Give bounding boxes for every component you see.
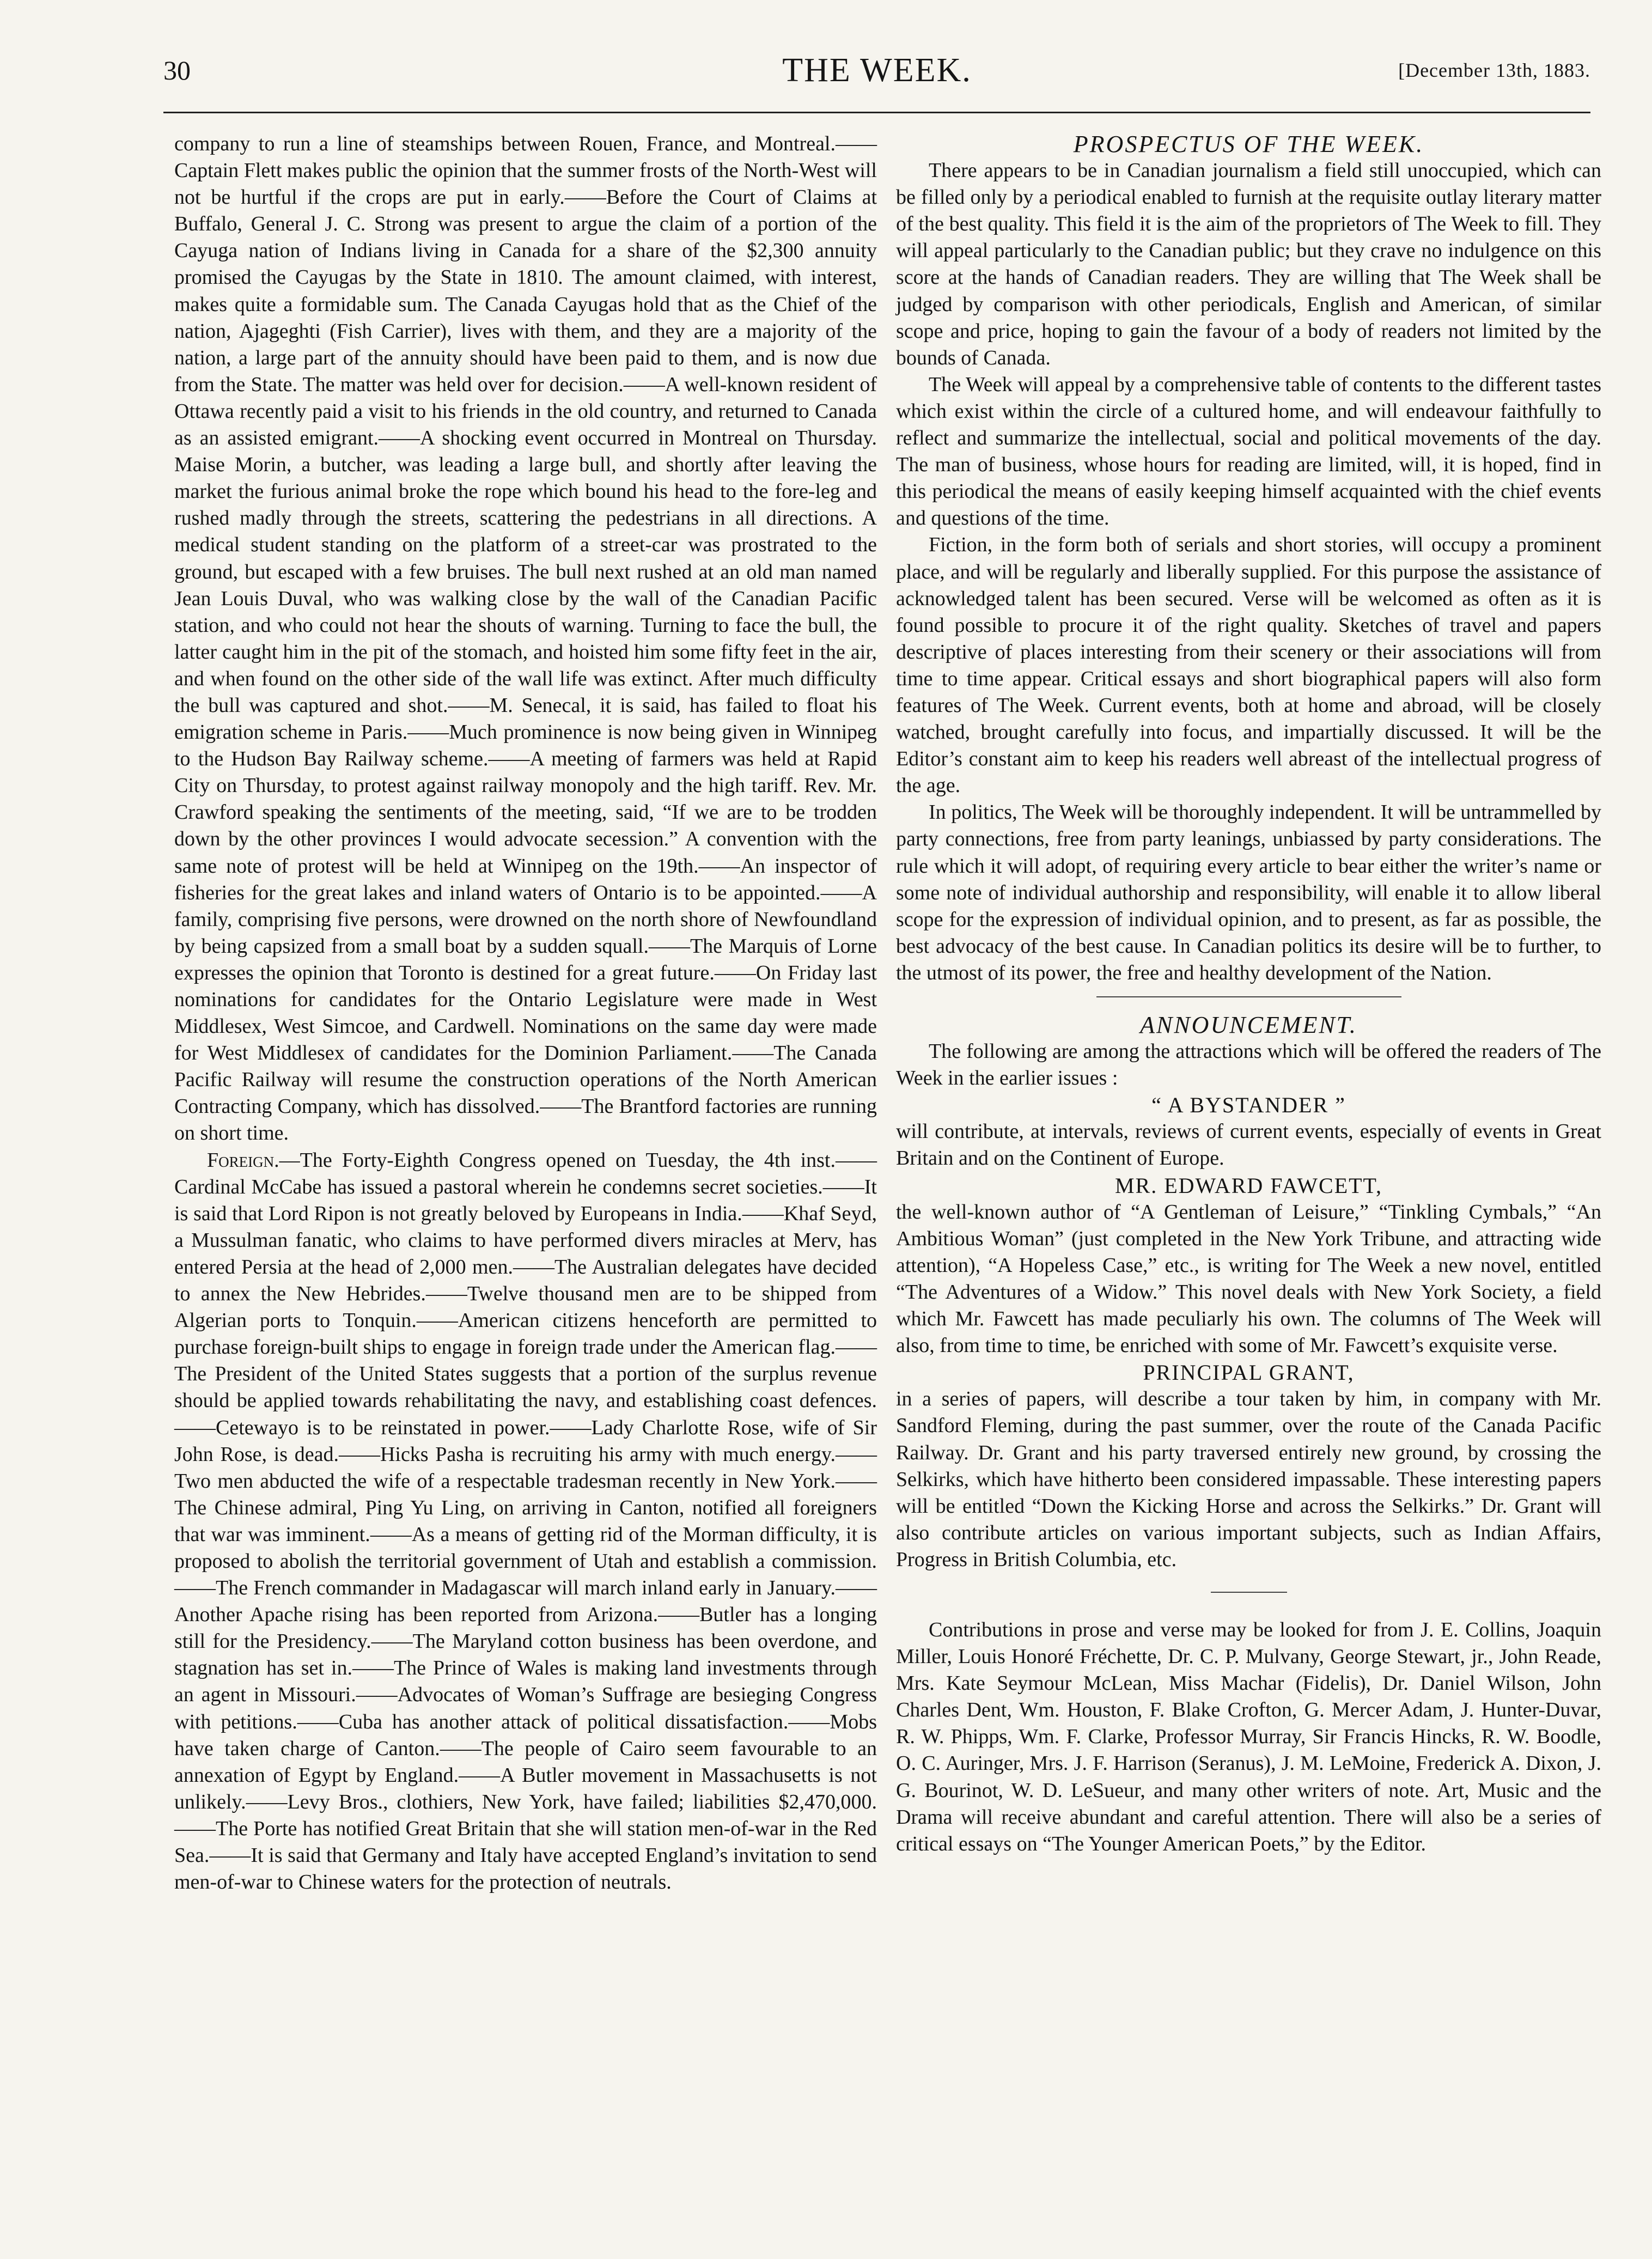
- grant-heading: PRINCIPAL GRANT,: [1143, 1360, 1355, 1385]
- issue-date: [December 13th, 1883.: [1398, 59, 1590, 81]
- foreign-news-paragraph: [174, 1147, 877, 1896]
- announcement-heading: ANNOUNCEMENT.: [1140, 1012, 1357, 1038]
- foreign-label: Foreign.: [207, 1148, 279, 1172]
- prospectus-paragraph-4: In politics, The Week will be thoroughly independent. It will be untrammelled by party connections, free from party leanings, unbiassed by party considerations. The rule which it will adopt, of requiring every article to bear either the writer’s name or some note of individual authorship and responsibility, will enable it to allow liberal scope for the expression of individual opinion, and to present, as far as possible, the best advocacy of the best cause. In Canadian politics its desire will be to further, to the utmost of its power, the free and healthy development of the Nation.: [896, 801, 1601, 984]
- announcement-intro: The following are among the attractions which will be offered the readers of The Week in the earlier issues :: [896, 1040, 1601, 1090]
- right-column: [896, 131, 1601, 1858]
- masthead: [163, 54, 1590, 109]
- fawcett-text: the well-known author of “A Gentleman of Leisure,” “Tinkling Cymbals,” “An Ambitious Woman” (just completed in the New York Tribune, and attracting wide attention), “A Hopeless Case,” etc., is writing for The Week a new novel, entitled “The Adventures of a Widow.” This novel deals with New York Society, a field which Mr. Fawcett has made peculiarly his own. The columns of The Week will also, from time to time, be enriched with some of Mr. Fawcett’s exquisite verse.: [896, 1200, 1601, 1357]
- prospectus-heading: PROSPECTUS OF THE WEEK.: [1073, 131, 1424, 157]
- paper-title: THE WEEK.: [782, 52, 972, 89]
- grant-text: in a series of papers, will describe a tour taken by him, in company with Mr. Sandford Fleming, during the past summer, over the route of the Canada Pacific Railway. Dr. Grant and his party traversed entirely new ground, by crossing the Selkirks, which have hitherto been considered impassable. These interesting papers will be entitled “Down the Kicking Horse and across the Selkirks.” Dr. Grant will also contribute articles on various important subjects, such as Indian Affairs, Progress in British Columbia, etc.: [896, 1387, 1601, 1571]
- bystander-text: will contribute, at intervals, reviews of current events, especially of events in Great Britain and on the Continent of Europe.: [896, 1120, 1601, 1170]
- bystander-heading: “ A BYSTANDER ”: [1151, 1093, 1346, 1118]
- prospectus-paragraph-2: The Week will appeal by a comprehensive table of contents to the different tastes which exist within the circle of a cultured home, and will endeavour faithfully to reflect and summarize the intellectual, social and political movements of the day. The man of business, whose hours for reading are limited, will, it is hoped, find in this periodical the means of easily keeping himself acquainted with the chief events and questions of the time.: [896, 373, 1601, 530]
- short-divider: [1211, 1592, 1287, 1593]
- section-divider: [1096, 996, 1401, 997]
- page-number: 30: [163, 55, 191, 86]
- prospectus-paragraph-1: There appears to be in Canadian journalism a field still unoccupied, which can be filled only by a periodical enabled to furnish at the requisite outlay literary matter of the best quality. This field it is the aim of the proprietors of The Week to fill. They will appeal particularly to the Canadian public; but they crave no indulgence on this score at the hands of Canadian readers. They are willing that The Week shall be judged by comparison with other periodicals, English and American, of similar scope and price, hoping to gain the favour of a body of readers not limited by the bounds of Canada.: [896, 159, 1601, 369]
- prospectus-paragraph-3: Fiction, in the form both of serials and short stories, will occupy a prominent place, and will be regularly and liberally supplied. For this purpose the assistance of acknowledged talent has been secured. Verse will be welcomed as often as it is found possible to procure it of the right quality. Sketches of travel and papers descriptive of places interesting from their scenery or their associations will from time to time appear. Critical essays and short biographical papers will also form features of The Week. Current events, both at home and abroad, will be closely watched, brought carefully into focus, and impartially discussed. It will be the Editor’s constant aim to keep his readers well abreast of the intellectual progress of the age.: [896, 533, 1601, 797]
- left-column: [174, 131, 877, 1896]
- header-rule: [163, 112, 1590, 113]
- foreign-news-text: —The Forty-Eighth Congress opened on Tuesday, the 4th inst.——Cardinal McCabe has issued a pastoral wherein he condemns secret societies.——It is said that Lord Ripon is not greatly beloved by Europeans in India.——Khaf Seyd, a Mussulman fanatic, who claims to have performed divers miracles at Merv, has entered Persia at the head of 2,000 men.——The Australian delegates have decided to annex the New Hebrides.——Twelve thousand men are to be shipped from Algerian ports to Tonquin.——American citizens henceforth are permitted to purchase foreign-built ships to engage in foreign trade under the American flag.——The President of the United States suggests that a portion of the surplus revenue should be applied towards rehabilitating the navy, and establishing coast defences.——Cetewayo is to be reinstated in power.——Lady Charlotte Rose, wife of Sir John Rose, is dead.——Hicks Pasha is recruiting his army with much energy.——Two men abducted the wife of a respectable tradesman recently in New York.——The Chinese admiral, Ping Yu Ling, on arriving in Canton, notified all foreigners that war was imminent.——As a means of getting rid of the Morman difficulty, it is proposed to abolish the territorial government of Utah and establish a commission.——The French commander in Madagascar will march inland early in January.——Another Apache rising has been reported from Arizona.——Butler has a longing still for the Presidency.——The Maryland cotton business has been overdone, and stagnation has set in.——The Prince of Wales is making land investments through an agent in Missouri.——Advocates of Woman’s Suffrage are besieging Congress with petitions.——Cuba has another attack of political dissatisfaction.——Mobs have taken charge of Canton.——The people of Cairo seem favourable to an annexation of Egypt by England.——A Butler movement in Massachusetts is not unlikely.——Levy Bros., clothiers, New York, have failed; liabilities $2,470,000.——The Porte has notified Great Britain that she will station men-of-war in the Red Sea.——It is said that Germany and Italy have accepted England’s invitation to send men-of-war to Chinese waters for the protection of neutrals.: [174, 1148, 877, 1894]
- domestic-news-paragraph: company to run a line of steamships between Rouen, France, and Montreal.——Captain Flett makes public the opinion that the summer frosts of the North-West will not be hurtful if the crops are put in early.——Before the Court of Claims at Buffalo, General J. C. Strong was present to argue the claim of a portion of the Cayuga nation of Indians living in Canada for a share of the $2,300 annuity promised the Cayugas by the State in 1810. The amount claimed, with interest, makes quite a formidable sum. The Canada Cayugas hold that as the Chief of the nation, Ajageghti (Fish Carrier), lives with them, and they are a majority of the nation, a large part of the annuity should have been paid to them, and is now due from the State. The matter was held over for decision.——A well-known resident of Ottawa recently paid a visit to his friends in the old country, and returned to Canada as an assisted emigrant.——A shocking event occurred in Montreal on Thursday. Maise Morin, a butcher, was leading a large bull, and shortly after leaving the market the furious animal broke the rope which bound his head to the fore-leg and rushed madly through the streets, scattering the pedestrians in all directions. A medical student standing on the platform of a street-car was prostrated to the ground, but escaped with a few bruises. The bull next rushed at an old man named Jean Louis Duval, who was walking close by the wall of the Canadian Pacific station, and who could not hear the shouts of warning. Turning to face the bull, the latter caught him in the pit of the stomach, and hoisted him some fifty feet in the air, and when found on the other side of the wall life was extinct. After much difficulty the bull was captured and shot.——M. Senecal, it is said, has failed to float his emigration scheme in Paris.——Much prominence is now being given in Winnipeg to the Hudson Bay Railway scheme.——A meeting of farmers was held at Rapid City on Thursday, to protest against railway monopoly and the high tariff. Rev. Mr. Crawford speaking the sentiments of the meeting, said, “If we are to be trodden down by the other provinces I would advocate secession.” A convention with the same note of protest will be held at Winnipeg on the 19th.——An inspector of fisheries for the great lakes and inland waters of Ontario is to be appointed.——A family, comprising five persons, were drowned on the north shore of Newfoundland by being capsized from a small boat by a sudden squall.——The Marquis of Lorne expresses the opinion that Toronto is destined for a great future.——On Friday last nominations for candidates for the Ontario Legislature were made in West Middlesex, West Simcoe, and Cardwell. Nominations on the same day were made for West Middlesex of candidates for the Dominion Parliament.——The Canada Pacific Railway will resume the construction operations of the North American Contracting Company, which has dissolved.——The Brantford factories are running on short time.: [174, 132, 877, 1145]
- contributions-paragraph: Contributions in prose and verse may be looked for from J. E. Collins, Joaquin Miller, Louis Honoré Fréchette, Dr. C. P. Mulvany, George Stewart, jr., John Reade, Mrs. Kate Seymour McLean, Miss Machar (Fidelis), Dr. Daniel Wilson, John Charles Dent, Wm. Houston, F. Blake Crofton, G. Mercer Adam, J. Hunter-Duvar, R. W. Phipps, Wm. F. Clarke, Professor Murray, Sir Francis Hincks, R. W. Boodle, O. C. Auringer, Mrs. J. F. Harrison (Seranus), J. M. LeMoine, Frederick A. Dixon, J. G. Bourinot, W. D. LeSueur, and many other writers of note. Art, Music and the Drama will receive abundant and careful attention. There will also be a series of critical essays on “The Younger American Poets,” by the Editor.: [896, 1618, 1601, 1855]
- fawcett-heading: MR. EDWARD FAWCETT,: [1114, 1173, 1383, 1198]
